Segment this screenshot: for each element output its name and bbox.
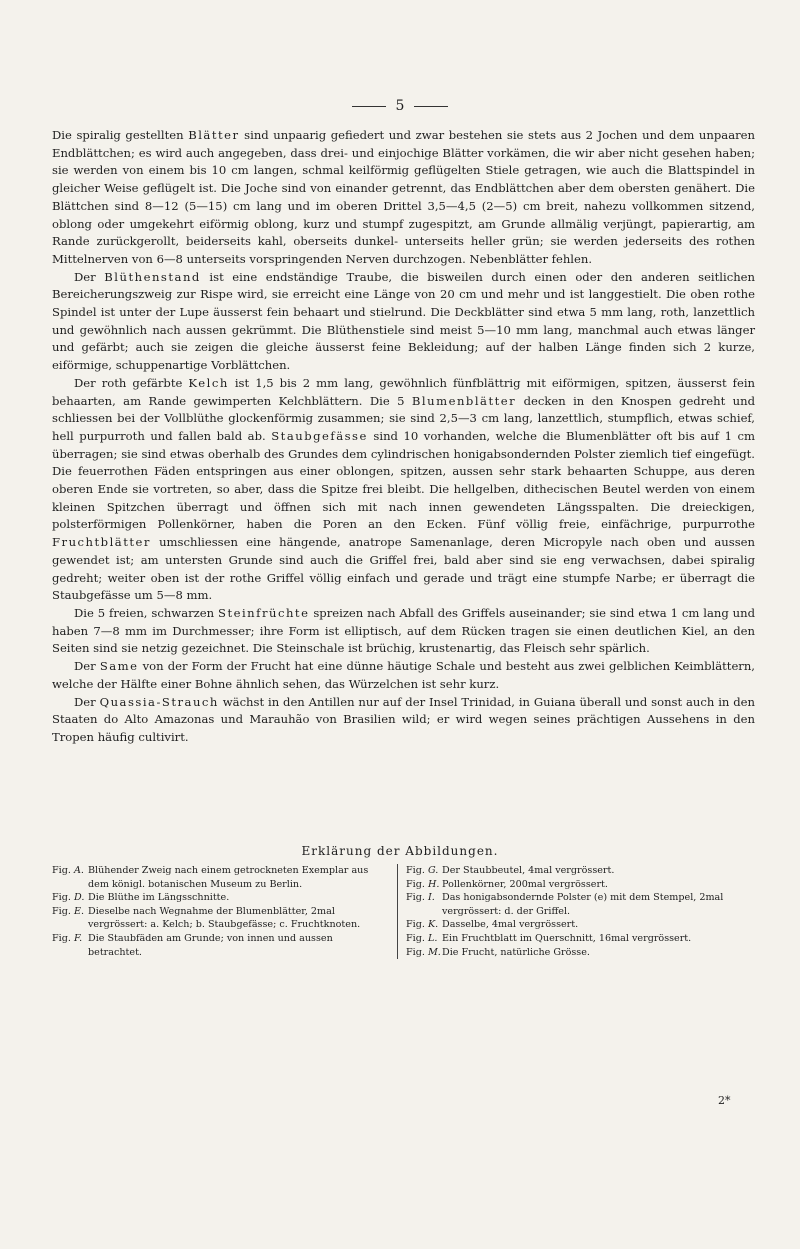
figures-left-column xyxy=(52,864,387,959)
figures-title: Erklärung der Abbildungen. xyxy=(301,844,499,858)
paragraph xyxy=(52,694,755,747)
figure-letter: A. xyxy=(73,865,84,876)
text-run: sind 10 vorhanden, welche die Blumenblätter oft bis auf 1 cm überragen; sie sind etwas oberhalb des Grundes dem cylindrischen honigabsondernden Polster ziemlich tief eingefügt. Die feuerrothen Fäden entspringen aus einer oblongen, spitzen, aussen sehr stark behaarten Schuppe, aus deren oberen Ende sie vortreten, so aber, dass die Spitze frei bleibt. Die hellgelben, dithecischen Beutel werden von einem kleinen Spitzchen überragt und öffnen sich mit nach innen gewendeten Längsspalten. Die dreieckigen, polsterförmigen Pollenkörner, haben die Poren an den Ecken. Fünf völlig freie, einfächrige, purpurrothe xyxy=(52,428,755,532)
figure-description: Die Staubfäden am Grunde; von innen und aussen betrachtet. xyxy=(88,932,333,958)
figure-description: Das honigabsondernde Polster (e) mit dem Stempel, 2mal vergrössert: d. der Griffel. xyxy=(442,892,724,917)
figure-label-prefix: Fig. xyxy=(52,905,74,917)
paragraph xyxy=(52,269,755,375)
figure-caption xyxy=(406,932,766,946)
figure-label xyxy=(406,891,442,918)
figure-description: Blühender Zweig nach einem getrockneten Exemplar aus dem königl. botanischen Museum zu Berlin. xyxy=(88,865,369,890)
figure-description: Der Staubbeutel, 4mal vergrössert. xyxy=(442,865,615,876)
figure-caption xyxy=(406,946,766,960)
figure-label xyxy=(52,932,88,959)
paragraph xyxy=(52,375,755,605)
page-number-dash-left xyxy=(352,106,386,107)
spaced-term: Same xyxy=(99,659,139,674)
figure-letter: M. xyxy=(427,946,441,958)
figure-description: Ein Fruchtblatt im Querschnitt, 16mal vergrössert. xyxy=(442,932,692,944)
figure-caption xyxy=(52,891,387,905)
spaced-term: Staubgefässe xyxy=(271,428,368,443)
text-run: Die 5 freien, schwarzen xyxy=(74,605,219,620)
figure-label-prefix: Fig. xyxy=(406,878,428,890)
figure-label-prefix: Fig. xyxy=(406,865,428,876)
figure-label xyxy=(406,864,442,878)
figure-caption xyxy=(52,932,387,959)
page-number xyxy=(0,98,800,114)
text-run: ist eine endständige Traube, die bisweilen durch einen oder den anderen seitlichen Bereicherungszweig zur Rispe wird, sie erreicht eine Länge von 20 cm und mehr und ist langgestielt. Die oben rothe Spindel ist unter der Lupe äusserst fein behaart und stielrund. Die Deckblätter sind etwa 5 mm lang, roth, lanzettlich und gewöhnlich nach aussen gekrümmt. Die Blüthenstiele sind meist 5—10 mm lang, manchmal auch etwas länger und gefärbt; auch sie zeigen die gleiche äusserst feine Bekleidung; auf der halben Länge finden sich 2 kurze, eiförmige, schuppenartige Vorblättchen. xyxy=(52,269,756,373)
figure-caption xyxy=(406,864,766,878)
text-run: sind unpaarig gefiedert und zwar bestehen sie stets aus 2 Jochen und dem unpaaren Endblättchen; es wird auch angegeben, dass drei- und einjochige Blätter vorkämen, die wir aber nicht gesehen haben; sie werden von einem bis 10 cm langen, schmal keilförmig geflügelten Stiele getragen, wie auch die Blattspindel in gleicher Weise geflügelt ist. Die Joche sind von einander getrennt, das Endblättchen aber dem obersten genähert. Die Blättchen sind 8—12 (5—15) cm lang und im oberen Drittel 3,5—4,5 (2—5) cm breit, nahezu vollkommen sitzend, oblong oder umgekehrt eiförmig oblong, kurz und stumpf zugespitzt, am Grunde allmälig verjüngt, papierartig, am Rande zurückgerollt, beiderseits kahl, oberseits dunkel- unterseits heller grün; sie werden jederseits des rothen Mittelnerven von 6—8 unterseits vorspringenden Nerven durchzogen. Nebenblätter fehlen. xyxy=(52,128,755,266)
figure-caption xyxy=(406,878,766,892)
figure-letter: L. xyxy=(427,932,438,944)
text-run: Der roth gefärbte xyxy=(74,375,189,390)
page-number-dash-right xyxy=(414,106,448,107)
figure-label-prefix: Fig. xyxy=(52,892,74,904)
spaced-term: Blätter xyxy=(188,128,240,142)
sheet-signature-mark: 2* xyxy=(718,1094,731,1107)
figure-label-prefix: Fig. xyxy=(406,892,428,904)
figure-label xyxy=(52,905,88,932)
figure-description: Die Frucht, natürliche Grösse. xyxy=(442,946,590,958)
paragraph xyxy=(52,127,755,269)
spaced-term: Blumenblätter xyxy=(411,393,517,408)
figure-caption xyxy=(52,905,387,932)
text-run: spreizen nach Abfall des Griffels auseinander; sie sind etwa 1 cm lang und haben 7—8 mm im Durchmesser; ihre Form ist elliptisch, auf dem Rücken tragen sie einen deutlichen Kiel, an den Seiten sind sie netzig gezeichnet. Die Steinschale ist brüchig, krustenartig, das Fleisch sehr spärlich. xyxy=(52,605,756,656)
figures-right-column xyxy=(397,864,766,959)
figure-caption xyxy=(52,864,387,891)
spaced-term: Blüthenstand xyxy=(104,269,201,284)
figure-letter: D. xyxy=(73,892,85,904)
figure-letter: I. xyxy=(427,892,435,904)
figure-label-prefix: Fig. xyxy=(52,932,74,944)
figure-label xyxy=(52,864,88,891)
text-run: ist 1,5 bis 2 mm lang, gewöhnlich fünfblättrig mit eiförmigen, spitzen, äusserst fein behaarten, am Rande gewimperten Kelchblättern. Die 5 xyxy=(52,375,756,408)
figure-letter: H. xyxy=(427,878,440,890)
figure-letter: F. xyxy=(73,932,83,944)
paragraph xyxy=(52,658,755,693)
spaced-term: Fruchtblätter xyxy=(52,535,151,550)
text-run: Der xyxy=(74,659,100,674)
figure-label xyxy=(406,946,442,960)
figure-description: Dieselbe nach Wegnahme der Blumenblätter, 2mal vergrössert: a. Kelch; b. Staubgefässe; c. Fruchtknoten. xyxy=(88,905,361,931)
text-run: Die spiralig gestellten xyxy=(52,128,189,142)
figure-letter: G. xyxy=(427,865,439,876)
figure-description: Pollenkörner, 200mal vergrössert. xyxy=(442,878,608,890)
figure-description: Die Blüthe im Längsschnitte. xyxy=(88,892,230,904)
figure-label xyxy=(406,878,442,892)
figure-caption xyxy=(406,891,766,918)
figure-letter: K. xyxy=(427,919,439,931)
figure-caption xyxy=(406,918,766,932)
spaced-term: Quassia-Strauch xyxy=(99,694,219,709)
text-run: decken in den Knospen gedreht und schliessen bei der Vollblüthe glockenförmig zusammen; sie sind 2,5—3 cm lang, lanzettlich, stumpflich, etwas schief, hell purpurroth und fallen bald ab. xyxy=(52,393,756,443)
text-run: Der xyxy=(74,269,105,284)
text-run: wächst in den Antillen nur auf der Insel Trinidad, in Guiana überall und sonst auch in den Staaten do Alto Amazonas und Marauhão von Brasilien wild; er wird wegen seines prächtigen Aussehens in den Tropen häufig cultivirt. xyxy=(52,694,755,744)
figure-label-prefix: Fig. xyxy=(406,919,428,931)
figure-label-prefix: Fig. xyxy=(52,865,74,876)
text-run: umschliessen eine hängende, anatrope Samenanlage, deren Micropyle nach oben und aussen gewendet ist; am untersten Grunde sind auch die Griffel frei, bald aber sind sie eng verwachsen, dabei spiralig gedreht; weiter oben ist der rothe Griffel völlig einfach und gerade und trägt eine stumpfe Narbe; er überragt die Staubgefässe um 5—8 mm. xyxy=(52,535,755,603)
figure-label xyxy=(406,932,442,946)
figure-label xyxy=(52,891,88,905)
figure-label xyxy=(406,918,442,932)
spaced-term: Steinfrüchte xyxy=(218,605,310,620)
figure-label-prefix: Fig. xyxy=(406,946,428,958)
figure-letter: E. xyxy=(73,905,85,917)
text-run: von der Form der Frucht hat eine dünne häutige Schale und besteht aus zwei gelblichen Keimblättern, welche der Hälfte einer Bohne ähnlich sehen, das Würzelchen ist sehr kurz. xyxy=(52,659,755,691)
figure-description: Dasselbe, 4mal vergrössert. xyxy=(442,919,579,931)
text-run: Der xyxy=(74,694,100,709)
page-number-value: 5 xyxy=(395,98,405,114)
body-text xyxy=(52,127,755,747)
paragraph xyxy=(52,605,755,658)
figure-label-prefix: Fig. xyxy=(406,932,428,944)
spaced-term: Kelch xyxy=(188,375,229,390)
